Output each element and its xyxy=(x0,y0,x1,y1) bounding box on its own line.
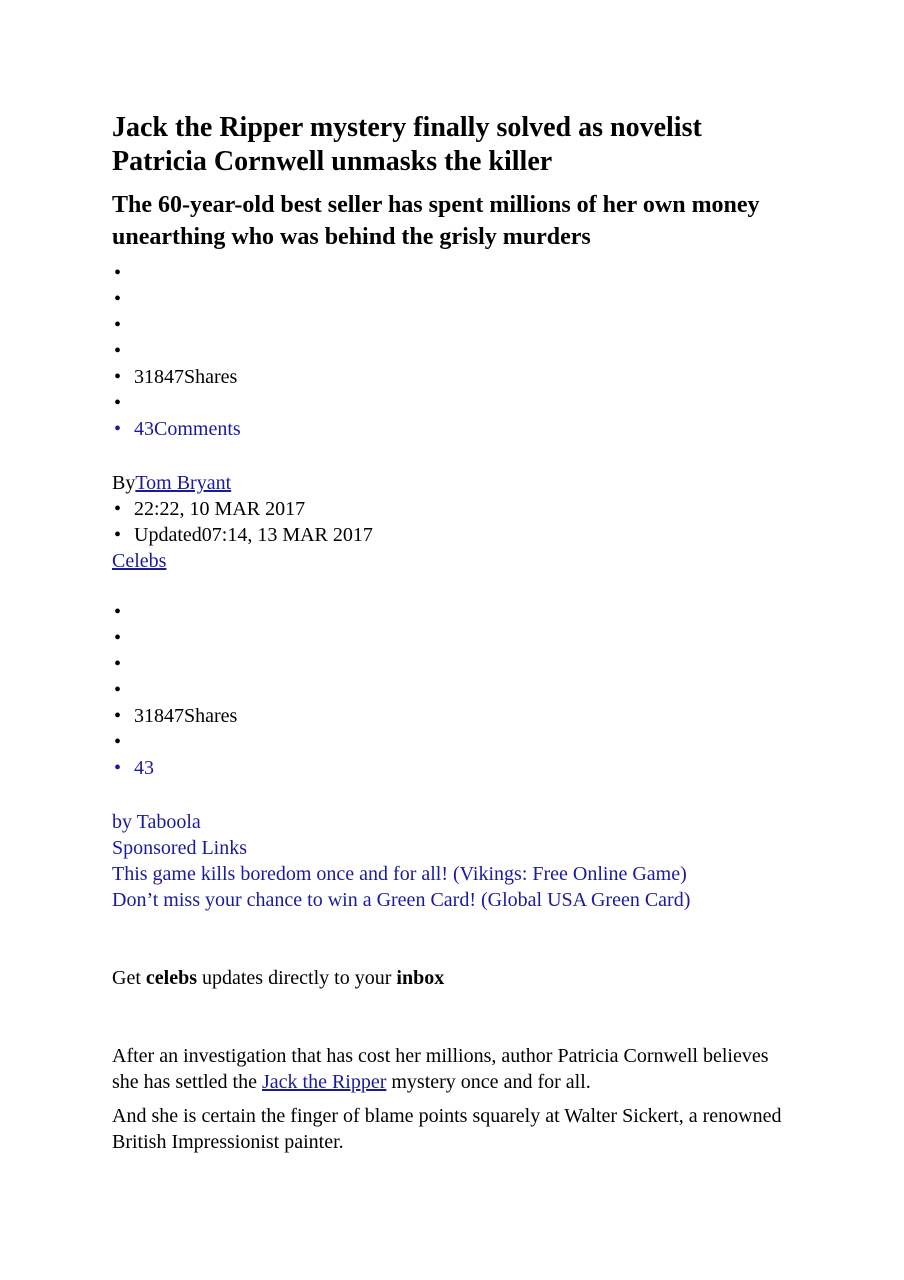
author-link[interactable]: Tom Bryant xyxy=(135,472,232,494)
sponsored-link[interactable]: Don’t miss your chance to win a Green Card! (Global USA Green Card) xyxy=(112,889,691,911)
comments-count: 43 xyxy=(134,757,154,779)
share-twitter-button[interactable] xyxy=(112,286,241,312)
share-count-label: Shares xyxy=(184,366,238,388)
body-paragraph: And she is certain the finger of blame points squarely at Walter Sickert, a renowned British Impressionist painter. xyxy=(112,1105,782,1153)
share-email-button[interactable] xyxy=(112,677,237,703)
share-whatsapp-button[interactable] xyxy=(112,651,237,677)
share-email-button[interactable] xyxy=(112,338,241,364)
sponsored-block xyxy=(112,809,690,913)
article-headline: Jack the Ripper mystery finally solved as novelist Patricia Cornwell unmasks the killer xyxy=(112,112,702,177)
body-text: mystery once and for all. xyxy=(386,1071,591,1093)
share-count-number: 31847 xyxy=(134,705,184,727)
sponsored-heading[interactable]: Sponsored Links xyxy=(112,837,247,859)
byline-prefix: By xyxy=(112,472,136,494)
category-link[interactable]: Celebs xyxy=(112,550,167,572)
jack-the-ripper-link[interactable]: Jack the Ripper xyxy=(261,1071,387,1093)
share-facebook-button[interactable] xyxy=(112,260,241,286)
newsletter-inbox: inbox xyxy=(396,967,445,989)
newsletter-promo xyxy=(112,965,444,991)
share-twitter-button[interactable] xyxy=(112,625,237,651)
updated-time xyxy=(112,522,373,548)
body-paragraph xyxy=(112,1043,792,1095)
updated-label: Updated xyxy=(134,524,202,546)
share-count xyxy=(112,364,241,390)
newsletter-text: Get xyxy=(112,967,146,989)
category-line xyxy=(112,548,166,574)
newsletter-topic: celebs xyxy=(145,967,197,989)
updated-value: 07:14, 13 MAR 2017 xyxy=(201,524,373,546)
taboola-link[interactable]: by Taboola xyxy=(112,811,201,833)
article-subheadline: The 60-year-old best seller has spent millions of her own money unearthing who was behind the grisly murders xyxy=(112,192,760,250)
share-facebook-button[interactable] xyxy=(112,599,237,625)
share-count-label: Shares xyxy=(184,705,238,727)
comments-label: Comments xyxy=(154,418,241,440)
share-count-number: 31847 xyxy=(134,366,184,388)
share-count xyxy=(112,703,237,729)
share-bar-bottom xyxy=(112,599,237,781)
newsletter-text: updates directly to your xyxy=(196,967,397,989)
share-bar-top xyxy=(112,260,241,442)
article-timestamps xyxy=(112,496,373,548)
published-time: • 22:22, 10 MAR 2017 xyxy=(112,496,373,522)
share-more-button[interactable] xyxy=(112,390,241,416)
comments-link[interactable] xyxy=(112,755,237,781)
comments-count: 43 xyxy=(134,418,154,440)
byline xyxy=(112,470,231,496)
sponsored-link[interactable]: This game kills boredom once and for all! (Vikings: Free Online Game) xyxy=(112,863,687,885)
article-body xyxy=(112,1043,792,1163)
share-more-button[interactable] xyxy=(112,729,237,755)
share-whatsapp-button[interactable] xyxy=(112,312,241,338)
comments-link[interactable] xyxy=(112,416,241,442)
body-text: After an investigation that has cost her millions, author Patricia Cornwell believes she has settled the xyxy=(112,1045,769,1093)
